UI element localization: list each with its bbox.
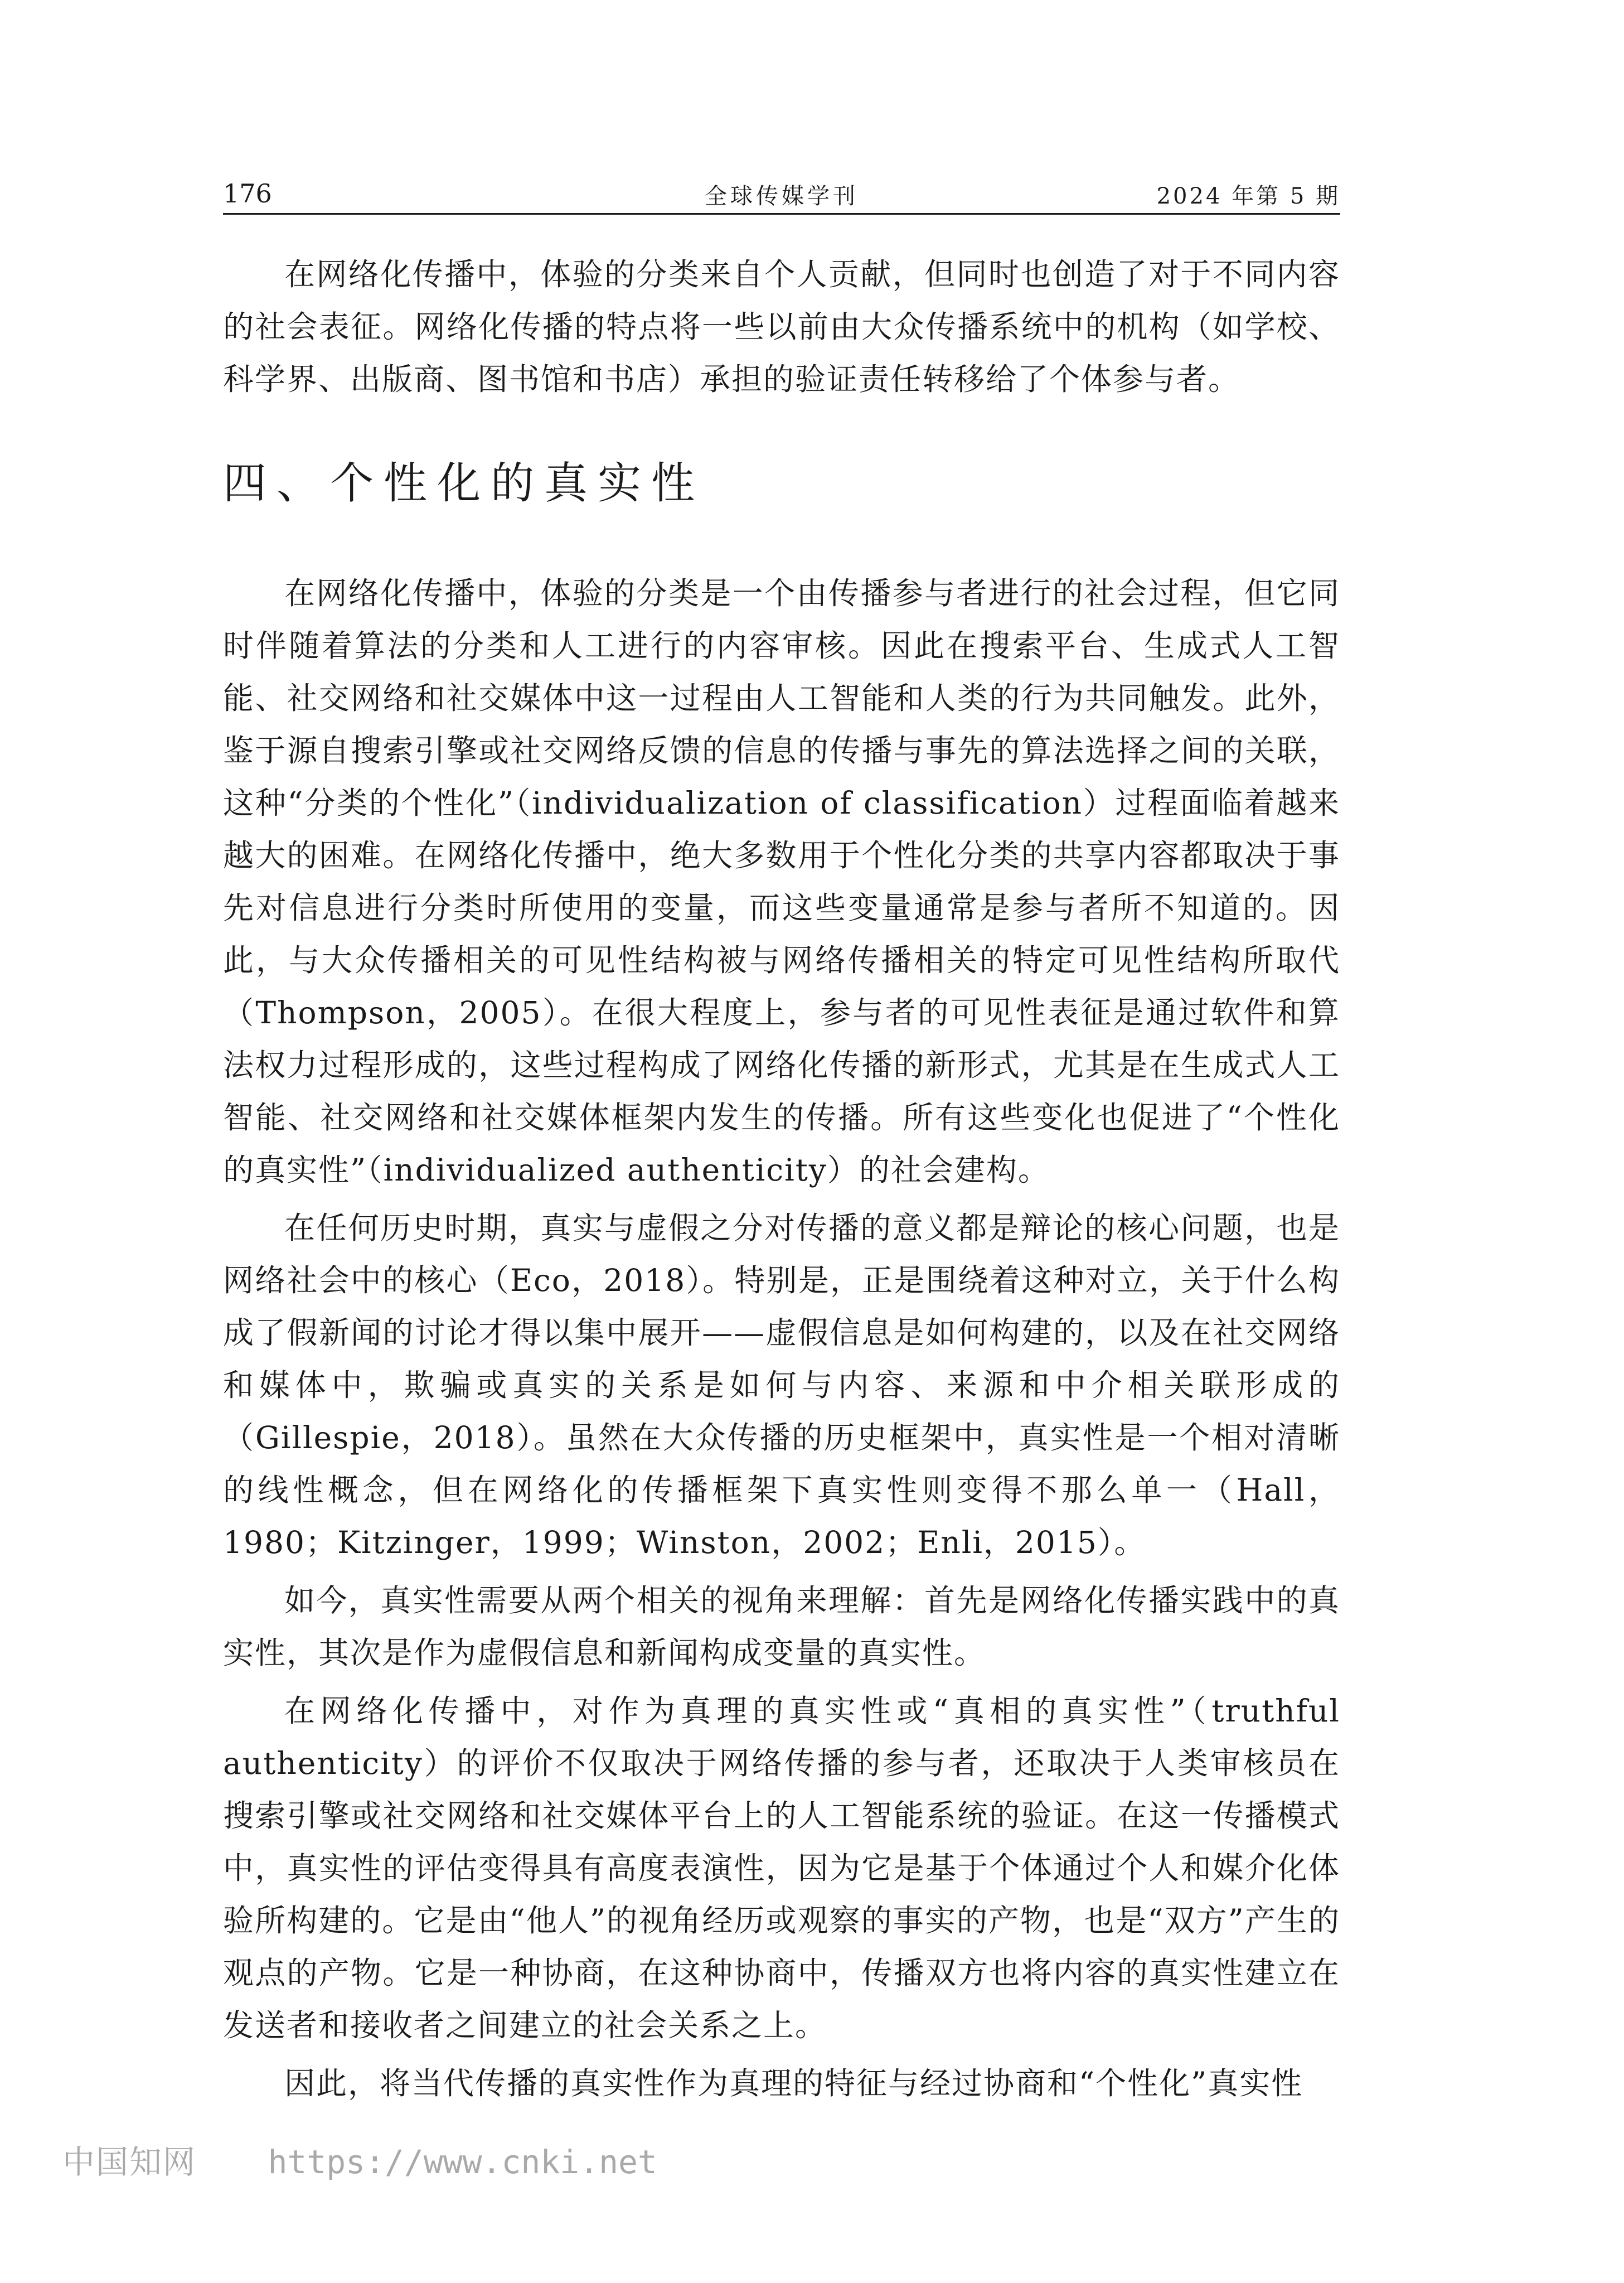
page-number: 176 xyxy=(223,178,272,209)
body-paragraph: 在网络化传播中，对作为真理的真实性或“真相的真实性”（truthful authenticity）的评价不仅取决于网络传播的参与者，还取决于人类审核员在搜索引擎或社交网络和社交媒体平台上的人工智能系统的验证。在这一传播模式中，真实性的评估变得具有高度表演性，因为它是基于个体通过个人和媒介化体验所构建的。它是由“他人”的视角经历或观察的事实的产物，也是“双方”产生的观点的产物。它是一种协商，在这种协商中，传播双方也将内容的真实性建立在发送者和接收者之间建立的社会关系之上。 xyxy=(223,1693,1340,2043)
body-paragraph: 在网络化传播中，体验的分类是一个由传播参与者进行的社会过程，但它同时伴随着算法的分类和人工进行的内容审核。因此在搜索平台、生成式人工智能、社交网络和社交媒体中这一过程由人工智能和人类的行为共同触发。此外，鉴于源自搜索引擎或社交网络反馈的信息的传播与事先的算法选择之间的关联，这种“分类的个性化”（individualization of classification）过程面临着越来越大的困难。在网络化传播中，绝大多数用于个性化分类的共享内容都取决于事先对信息进行分类时所使用的变量，而这些变量通常是参与者所不知道的。因此，与大众传播相关的可见性结构被与网络传播相关的特定可见性结构所取代（Thompson，2005）。在很大程度上，参与者的可见性表征是通过软件和算法权力过程形成的，这些过程构成了网络化传播的新形式，尤其是在生成式人工智能、社交网络和社交媒体框架内发生的传播。所有这些变化也促进了“个性化的真实性”（individualized authenticity）的社会建构。 xyxy=(223,575,1340,1188)
section-heading: 四、个性化的真实性 xyxy=(223,458,705,509)
body-paragraph: 因此，将当代传播的真实性作为真理的特征与经过协商和“个性化”真实性 xyxy=(284,2066,1303,2101)
cnki-watermark xyxy=(62,2136,657,2183)
body-paragraph: 在任何历史时期，真实与虚假之分对传播的意义都是辩论的核心问题，也是网络社会中的核心（Eco，2018）。特别是，正是围绕着这种对立，关于什么构成了假新闻的讨论才得以集中展开——虚假信息是如何构建的，以及在社交网络和媒体中，欺骗或真实的关系是如何与内容、来源和中介相关联形成的（Gillespie，2018）。虽然在大众传播的历史框架中，真实性是一个相对清晰的线性概念，但在网络化的传播框架下真实性则变得不那么单一（Hall，1980；Kitzinger，1999；Winston，2002；Enli，2015）。 xyxy=(223,1210,1340,1560)
issue-label: 2024 年第 5 期 xyxy=(1156,183,1340,209)
watermark-url: https://www.cnki.net xyxy=(268,2143,657,2181)
article-body xyxy=(223,248,1340,2110)
watermark-site-name: 中国知网 xyxy=(62,2143,197,2181)
body-paragraph: 如今，真实性需要从两个相关的视角来理解：首先是网络化传播实践中的真实性，其次是作为虚假信息和新闻构成变量的真实性。 xyxy=(223,1583,1340,1671)
running-header xyxy=(223,167,1340,215)
journal-title: 全球传媒学刊 xyxy=(705,183,859,209)
intro-paragraph: 在网络化传播中，体验的分类来自个人贡献，但同时也创造了对于不同内容的社会表征。网络化传播的特点将一些以前由大众传播系统中的机构（如学校、科学界、出版商、图书馆和书店）承担的验证责任转移给了个体参与者。 xyxy=(223,257,1340,397)
